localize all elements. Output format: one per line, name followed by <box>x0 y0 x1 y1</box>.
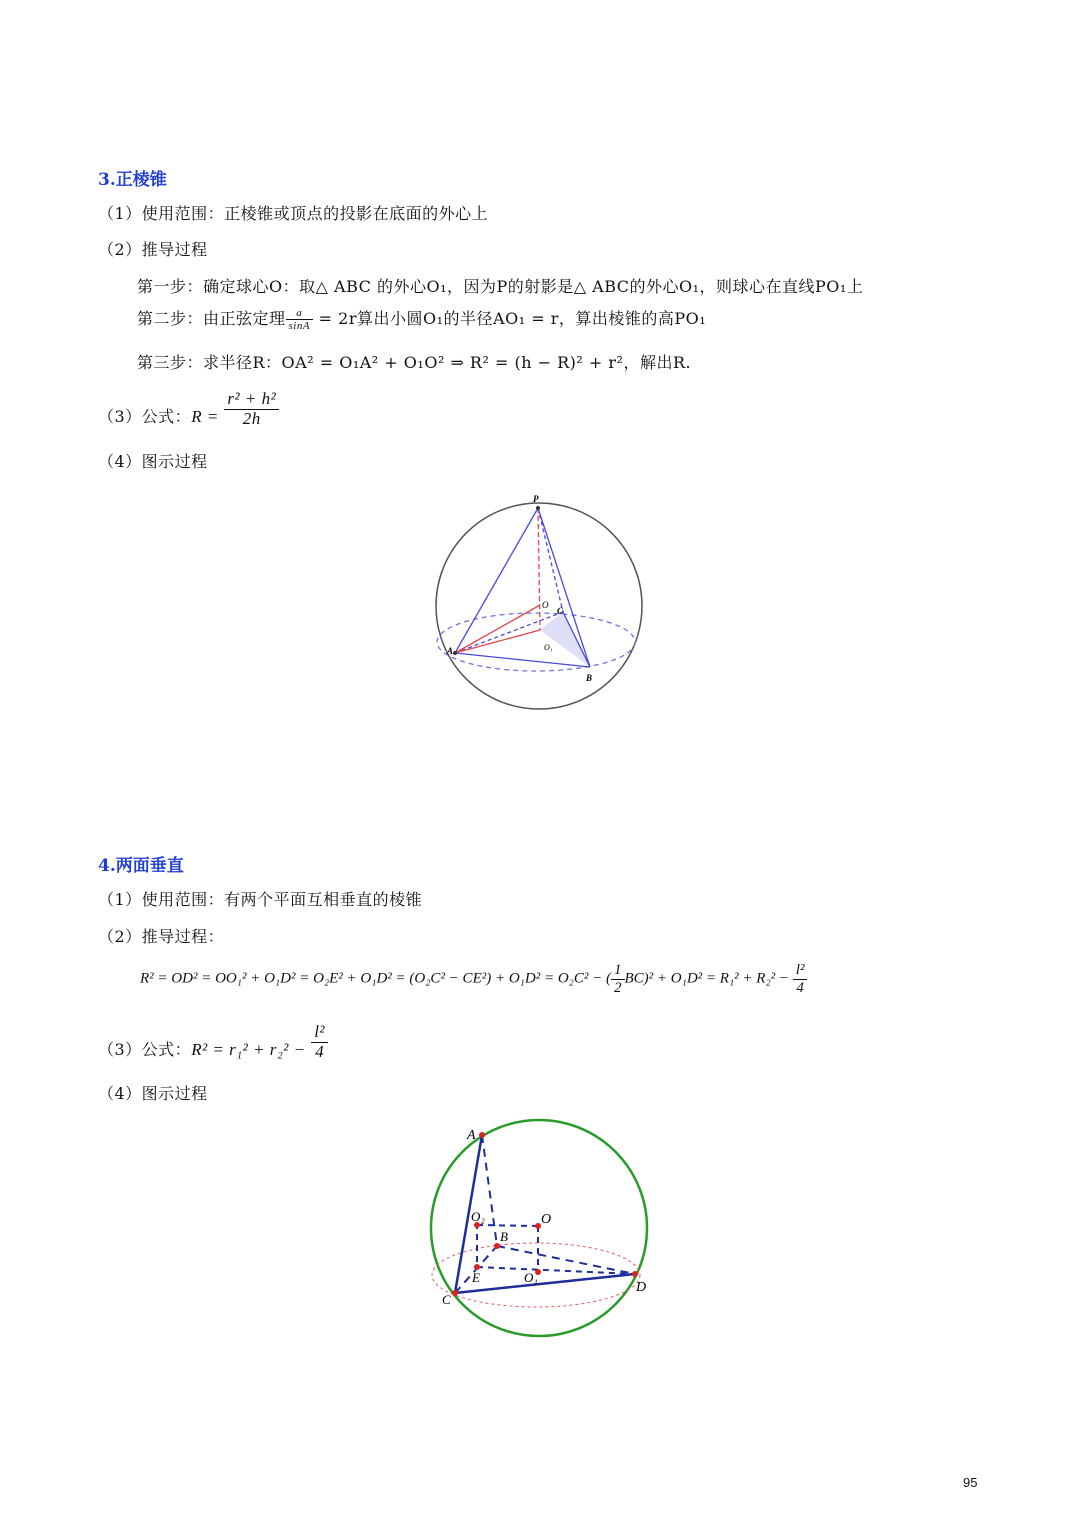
section4-formula-lhs: R² = r₁² + r₂² − <box>191 1039 306 1059</box>
derivation-half-fraction <box>611 962 625 996</box>
section3-formula-fraction <box>224 390 279 428</box>
edge-AB <box>482 1135 497 1246</box>
section3-formula-lhs: R = <box>191 406 219 426</box>
section3-formula-numerator: r² + h² <box>224 390 279 410</box>
page-number: 95 <box>963 1475 978 1490</box>
label-D: D <box>636 1280 647 1295</box>
section3-item3 <box>98 390 279 428</box>
section4-item3 <box>98 1023 328 1061</box>
step2-text-pre: 第二步：由正弦定理 <box>137 309 286 328</box>
label-P: P <box>533 494 539 504</box>
edge-AB <box>455 653 590 667</box>
section3-formula-label: （3）公式： <box>98 406 192 426</box>
step2-numerator: a <box>286 307 314 320</box>
label-A: A <box>467 1128 476 1143</box>
step2-text-post: = 2r算出小圆O₁的半径AO₁ = r，算出棱锥的高PO₁ <box>318 309 707 328</box>
derivation-main: R² = OD² = OO₁² + O₁D² = O₂E² + O₁D² = (O₂C² − CE²) + O₁D² = O₂C² − ( <box>140 970 612 987</box>
label-O: O <box>541 1212 552 1227</box>
edge-CD <box>455 1274 635 1293</box>
label-A: A <box>447 646 454 656</box>
perpendicular-planes-figure <box>425 1115 665 1345</box>
label-C: C <box>557 606 564 616</box>
step2-fraction <box>286 307 314 332</box>
point-D <box>632 1271 638 1277</box>
section3-step2 <box>137 306 706 332</box>
point-P <box>536 506 540 510</box>
section3-item2: （2）推导过程 <box>98 240 208 259</box>
section4-item4: （4）图示过程 <box>98 1084 208 1103</box>
section4-formula-label: （3）公式： <box>98 1039 192 1059</box>
section4-formula-numerator: l² <box>311 1023 328 1043</box>
label-B: B <box>500 1229 508 1244</box>
radius-AO <box>455 605 540 653</box>
edge-PC <box>538 508 563 612</box>
section4-item1: （1）使用范围：有两个平面互相垂直的棱锥 <box>98 890 423 909</box>
section4-heading: 4.两面垂直 <box>98 856 184 876</box>
section4-formula-denominator: 4 <box>315 1041 325 1061</box>
section4-formula-fraction <box>311 1023 328 1061</box>
label-B: B <box>586 673 593 683</box>
section3-item4: （4）图示过程 <box>98 452 208 471</box>
section4-item2: （2）推导过程： <box>98 927 225 946</box>
label-O1: O₁ <box>524 1270 538 1285</box>
radius-AO1 <box>455 630 540 653</box>
half-numerator: 1 <box>611 962 625 980</box>
height-PO1 <box>538 508 540 630</box>
step2-denominator: sinA <box>288 320 311 332</box>
point-C <box>452 1290 458 1296</box>
label-O: O <box>542 600 549 610</box>
base-shaded <box>540 612 590 667</box>
derivation-end-fraction <box>793 962 808 996</box>
section3-heading: 3.正棱锥 <box>98 170 167 190</box>
label-E: E <box>472 1270 480 1285</box>
label-O1: O₁ <box>544 643 553 652</box>
section4-derivation <box>140 962 807 996</box>
label-C: C <box>442 1292 451 1307</box>
section3-formula-denominator: 2h <box>242 408 261 428</box>
derivation-mid: BC)² + O₁D² = R₁² + R₂² − <box>624 970 790 987</box>
edge-BD <box>497 1246 635 1274</box>
point-A <box>479 1132 485 1138</box>
pyramid-sphere-figure <box>430 490 650 715</box>
section3-step1: 第一步：确定球心O：取△ ABC 的外心O₁，因为P的射影是△ ABC的外心O₁，则球心在直线PO₁上 <box>137 277 864 296</box>
half-denominator: 2 <box>614 979 622 996</box>
end-denominator: 4 <box>796 979 804 996</box>
segment-O2O <box>477 1225 538 1226</box>
point-A <box>453 651 457 655</box>
edge-PA <box>455 508 538 653</box>
label-O2: O₂ <box>471 1209 485 1224</box>
section3-step3: 第三步：求半径R：OA² = O₁A² + O₁O² ⇒ R² = (h − R)² + r²，解出R. <box>137 353 692 372</box>
segment-ED <box>477 1267 635 1274</box>
section3-item1: （1）使用范围：正棱锥或顶点的投影在底面的外心上 <box>98 204 489 223</box>
end-numerator: l² <box>793 962 808 980</box>
